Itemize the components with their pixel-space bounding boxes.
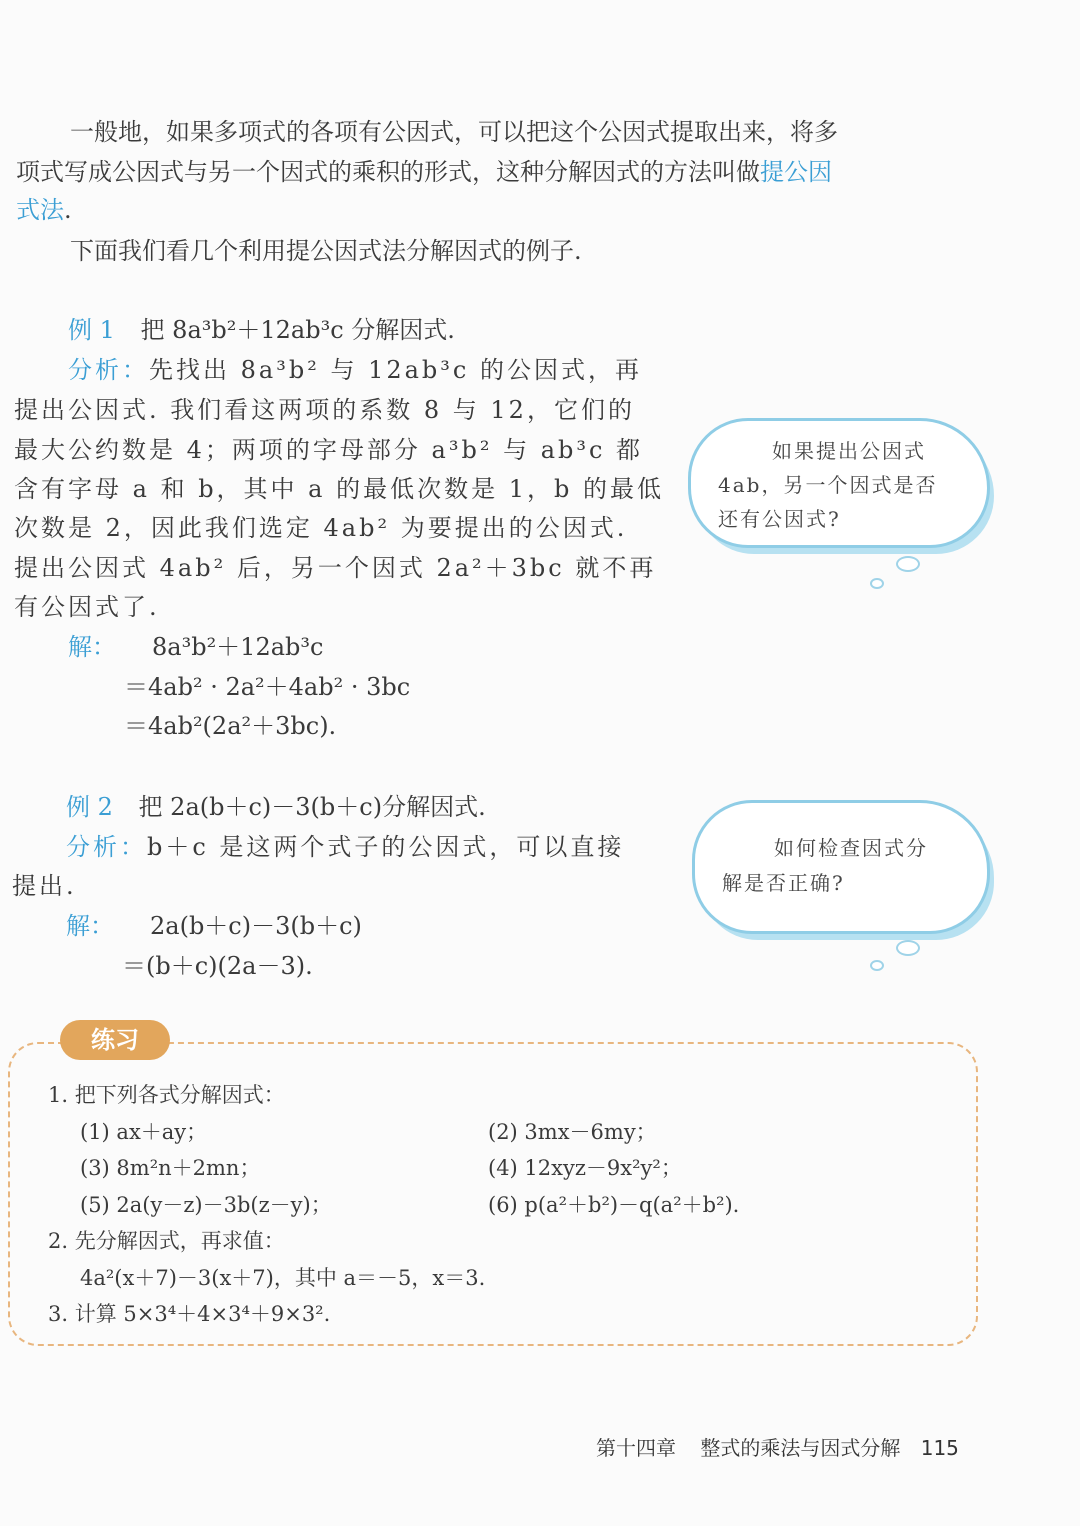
example1-analysis-label: 分析：	[68, 356, 149, 384]
solution-line: 2a(b＋c)－3(b＋c)	[150, 912, 362, 940]
example1-header	[68, 314, 455, 346]
example1-solution-label: 解：	[68, 633, 116, 661]
example2-solution-label: 解：	[66, 912, 114, 940]
practice-item: (3) 8m²n＋2mn；	[80, 1156, 261, 1180]
solution-line: ＝(b＋c)(2a－3).	[122, 952, 313, 980]
practice-item: (4) 12xyz－9x²y²；	[488, 1156, 682, 1180]
page-footer	[596, 1432, 959, 1461]
example1-problem: 把 8a³b²＋12ab³c 分解因式.	[140, 316, 455, 344]
analysis-line: 含有字母 a 和 b，其中 a 的最低次数是 1，b 的最低	[14, 475, 665, 503]
practice-item: (6) p(a²＋b²)－q(a²＋b²).	[488, 1193, 740, 1217]
practice-item: (1) ax＋ay；	[80, 1120, 208, 1144]
intro-line-1: 一般地，如果多项式的各项有公因式，可以把这个公因式提取出来，将多	[70, 118, 838, 146]
analysis-text: b＋c 是这两个式子的公因式，可以直接	[147, 833, 625, 861]
practice-tag: 练习	[60, 1020, 170, 1060]
bubble-dot	[870, 578, 884, 589]
example2-analysis-label: 分析：	[66, 833, 147, 861]
analysis-line: 有公因式了.	[14, 593, 160, 621]
analysis-line: 提出公因式 4ab² 后，另一个因式 2a²＋3bc 就不再	[14, 554, 657, 582]
practice-question-2: 2. 先分解因式，再求值：	[48, 1229, 285, 1253]
practice-item: (2) 3mx－6my；	[488, 1120, 657, 1144]
bubble2-line: 如何检查因式分	[774, 836, 928, 860]
intro-line-2	[16, 156, 832, 188]
analysis-line: 次数是 2，因此我们选定 4ab² 为要提出的公因式.	[14, 514, 628, 542]
practice-q2-expression: 4a²(x＋7)－3(x＋7)，其中 a＝－5，x＝3.	[80, 1266, 486, 1290]
example2-analysis-line-1	[66, 831, 624, 863]
intro-line-2-text: 项式写成公因式与另一个因式的乘积的形式，这种分解因式的方法叫做	[16, 158, 760, 186]
page-number: 115	[920, 1436, 959, 1460]
analysis-text: 先找出 8a³b² 与 12ab³c 的公因式，再	[149, 356, 642, 384]
footer-title: 整式的乘法与因式分解	[700, 1436, 901, 1460]
example2-problem: 把 2a(b＋c)－3(b＋c)分解因式.	[138, 793, 486, 821]
bubble-dot	[896, 556, 920, 572]
bubble2-line: 解是否正确?	[722, 871, 845, 895]
term-highlight: 提公因	[760, 158, 832, 186]
bubble-dot	[896, 940, 920, 956]
solution-line: ＝4ab² · 2a²＋4ab² · 3bc	[124, 673, 411, 701]
intro-line-4: 下面我们看几个利用提公因式法分解因式的例子.	[70, 237, 582, 265]
intro-line-3	[16, 194, 72, 226]
practice-question-3: 3. 计算 5×3⁴＋4×3⁴＋9×3².	[48, 1302, 331, 1326]
analysis-line: 最大公约数是 4；两项的字母部分 a³b² 与 ab³c 都	[14, 436, 644, 464]
solution-line: 8a³b²＋12ab³c	[152, 633, 324, 661]
practice-item: (5) 2a(y－z)－3b(z－y)；	[80, 1193, 332, 1217]
analysis-line: 提出.	[12, 872, 77, 900]
analysis-line: 提出公因式. 我们看这两项的系数 8 与 12，它们的	[14, 396, 635, 424]
example1-label: 例 1	[68, 316, 115, 344]
bubble-dot	[870, 960, 884, 971]
practice-question-1: 1. 把下列各式分解因式：	[48, 1083, 285, 1107]
intro-line-3-end: .	[64, 196, 72, 224]
example1-analysis-line-1	[68, 354, 642, 386]
term-highlight-cont: 式法	[16, 196, 64, 224]
footer-chapter: 第十四章	[596, 1436, 676, 1460]
bubble1-line: 4ab，另一个因式是否	[718, 473, 938, 497]
example2-label: 例 2	[66, 793, 113, 821]
example2-header	[66, 791, 486, 823]
bubble1-line: 还有公因式?	[718, 507, 841, 531]
bubble1-line: 如果提出公因式	[772, 439, 926, 463]
solution-line: ＝4ab²(2a²＋3bc).	[124, 712, 337, 740]
